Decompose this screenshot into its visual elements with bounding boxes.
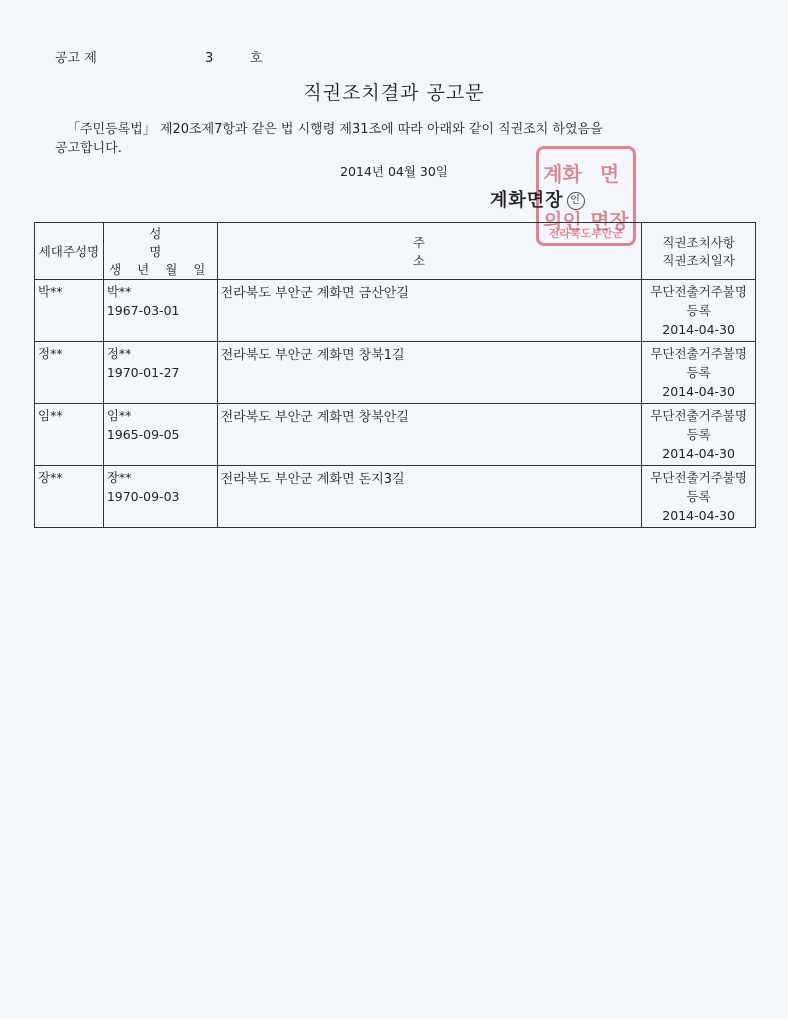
person-birth: 1970-09-03 bbox=[106, 489, 180, 504]
seal-char: 면장 bbox=[590, 209, 629, 233]
seal-char: 의인 bbox=[543, 209, 582, 233]
header-householder: 세대주성명 bbox=[35, 223, 104, 280]
person-cell bbox=[103, 280, 217, 342]
person-birth: 1970-01-27 bbox=[106, 365, 180, 380]
header-name: 성명 bbox=[149, 226, 212, 259]
action-type: 무단전출거주불명등록 bbox=[650, 346, 747, 380]
action-date: 2014-04-30 bbox=[662, 384, 735, 399]
action-date: 2014-04-30 bbox=[662, 322, 735, 337]
person-cell bbox=[103, 342, 217, 404]
address-cell: 전라북도 부안군 계화면 창북1길 bbox=[217, 342, 642, 404]
notice-suffix: 호 bbox=[250, 51, 263, 66]
householder-cell: 임** bbox=[35, 404, 104, 466]
person-name: 박** bbox=[106, 284, 132, 299]
notice-number bbox=[55, 47, 263, 66]
person-birth: 1967-03-01 bbox=[106, 303, 180, 318]
person-birth: 1965-09-05 bbox=[106, 427, 180, 442]
address-cell: 전라북도 부안군 계화면 돈지3길 bbox=[217, 466, 642, 528]
action-cell bbox=[642, 280, 756, 342]
table-header-row bbox=[35, 223, 756, 280]
person-name: 임** bbox=[106, 408, 132, 423]
table-row bbox=[35, 280, 756, 342]
official-signature bbox=[490, 186, 585, 212]
action-type: 무단전출거주불명등록 bbox=[650, 284, 747, 318]
official-title: 계화면장 bbox=[490, 190, 564, 211]
action-type: 무단전출거주불명등록 bbox=[650, 408, 747, 442]
header-action-date: 직권조치일자 bbox=[662, 253, 735, 268]
action-type: 무단전출거주불명등록 bbox=[650, 470, 747, 504]
householder-cell: 정** bbox=[35, 342, 104, 404]
action-date: 2014-04-30 bbox=[662, 508, 735, 523]
header-birth: 생 년 월 일 bbox=[109, 262, 212, 277]
header-address: 주소 bbox=[217, 223, 642, 280]
header-action bbox=[642, 223, 756, 280]
action-cell bbox=[642, 466, 756, 528]
action-date: 2014-04-30 bbox=[662, 446, 735, 461]
seal-char: 면 bbox=[599, 162, 620, 186]
person-cell bbox=[103, 466, 217, 528]
notice-date: 2014년 04월 30일 bbox=[340, 164, 448, 179]
seal-char: 계화 bbox=[543, 162, 582, 186]
header-action-type: 직권조치사항 bbox=[662, 235, 735, 250]
householder-cell: 장** bbox=[35, 466, 104, 528]
table-row bbox=[35, 342, 756, 404]
address-cell: 전라북도 부안군 계화면 금산안길 bbox=[217, 280, 642, 342]
notice-number-value: 3 bbox=[205, 51, 214, 66]
person-name: 장** bbox=[106, 470, 132, 485]
person-name: 정** bbox=[106, 346, 132, 361]
table-row bbox=[35, 404, 756, 466]
table-row bbox=[35, 466, 756, 528]
action-cell bbox=[642, 404, 756, 466]
notice-body-line2: 공고합니다. bbox=[55, 141, 122, 156]
seal-mark: 인 bbox=[567, 192, 585, 210]
notice-body-line1: 「주민등록법」 제20조제7항과 같은 법 시행령 제31조에 따라 아래와 같이 직권조치 하였음을 bbox=[67, 122, 603, 137]
document-title: 직권조치결과 공고문 bbox=[303, 82, 485, 104]
action-cell bbox=[642, 342, 756, 404]
header-name-birth bbox=[103, 223, 217, 280]
notice-prefix: 공고 제 bbox=[55, 51, 97, 66]
records-table bbox=[34, 222, 756, 528]
seal-bottom-text: 전라북도부안군 bbox=[548, 227, 624, 240]
householder-cell: 박** bbox=[35, 280, 104, 342]
person-cell bbox=[103, 404, 217, 466]
address-cell: 전라북도 부안군 계화면 창북안길 bbox=[217, 404, 642, 466]
